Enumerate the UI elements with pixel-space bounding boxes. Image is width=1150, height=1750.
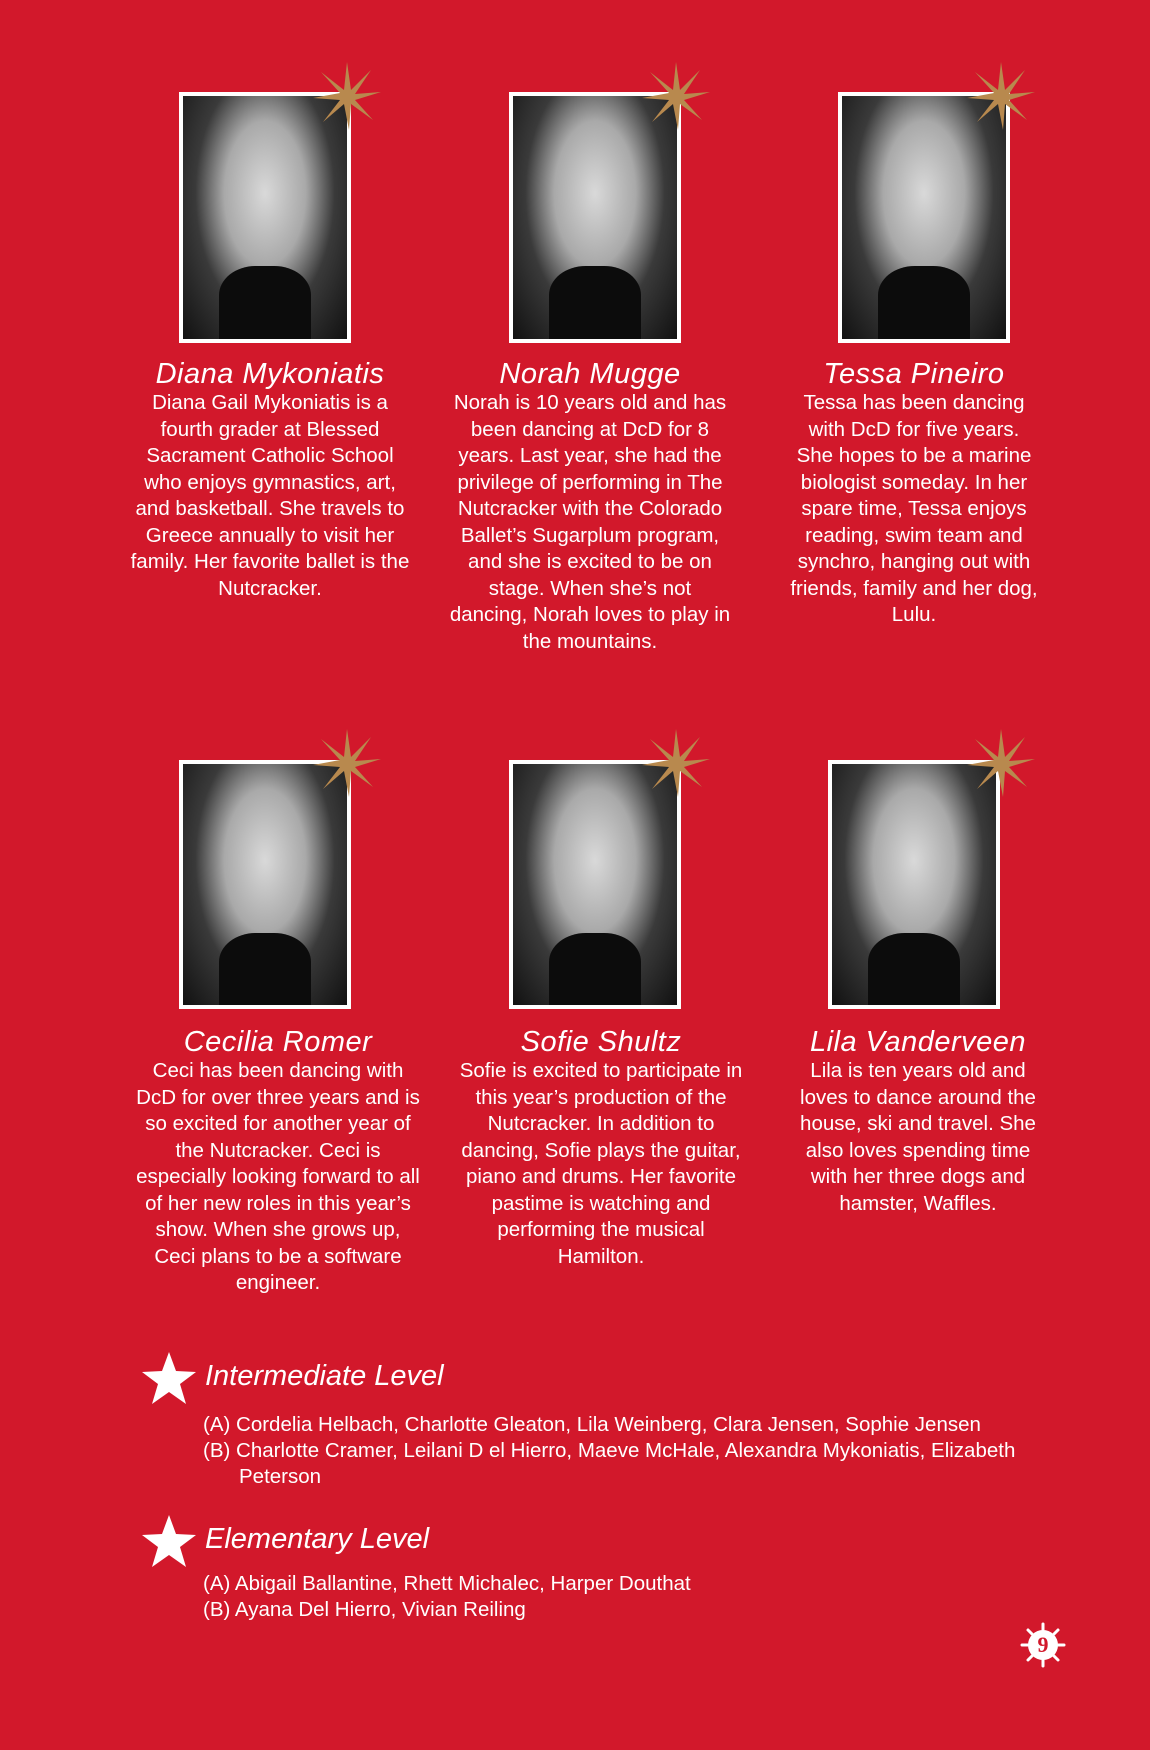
dancer-name: Cecilia Romer: [183, 1026, 373, 1058]
gold-star-icon: [965, 727, 1037, 799]
dancer-bio: Diana Gail Mykoniatis is a fourth grader at Blessed Sacrament Catholic School who enjoys gymnastics, art, and basketball. She travels to Greece annually to visit her family. Her favorite ballet is the Nutcracker.: [130, 391, 410, 600]
elementary-level-title: Elementary Level: [205, 1523, 430, 1555]
gold-star-icon: [965, 60, 1037, 132]
gold-star-icon: [311, 727, 383, 799]
gold-star-icon: [311, 60, 383, 132]
white-star-icon: [140, 1350, 198, 1408]
dancer-name: Diana Mykoniatis: [155, 358, 385, 390]
intermediate-group-a: (A) Cordelia Helbach, Charlotte Gleaton, Lila Weinberg, Clara Jensen, Sophie Jensen: [203, 1413, 981, 1436]
dancer-name: Lila Vanderveen: [809, 1026, 1027, 1058]
elementary-group-b: (B) Ayana Del Hierro, Vivian Reiling: [203, 1598, 526, 1621]
page-number-badge: [1020, 1622, 1066, 1668]
page-number: 9: [1037, 1632, 1049, 1657]
dancer-name: Sofie Shultz: [520, 1026, 682, 1058]
dancer-bio: Tessa has been dancing with DcD for five years. She hopes to be a marine biologist someday. In her spare time, Tessa enjoys reading, swim team and synchro, hanging out with friends, family and her dog, Lulu.: [790, 391, 1038, 626]
white-star-icon: [140, 1513, 198, 1571]
elementary-group-a: (A) Abigail Ballantine, Rhett Michalec, Harper Douthat: [203, 1572, 691, 1595]
dancer-name: Norah Mugge: [499, 358, 681, 390]
intermediate-group-b: (B) Charlotte Cramer, Leilani D el Hierro, Maeve McHale, Alexandra Mykoniatis, Elizabeth Peterson: [203, 1439, 1016, 1488]
dancer-bio: Norah is 10 years old and has been dancing at DcD for 8 years. Last year, she had the privilege of performing in The Nutcracker with the Colorado Ballet’s Sugarplum program, and she is excited to be on stage. When she’s not dancing, Norah loves to play in the mountains.: [449, 391, 731, 653]
dancer-bio: Sofie is excited to participate in this year’s production of the Nutcracker. In addition to dancing, Sofie plays the guitar, piano and drums. Her favorite pastime is watching and performing the musical Hamilton.: [459, 1059, 743, 1268]
dancer-name: Tessa Pineiro: [823, 358, 1005, 390]
gold-star-icon: [640, 727, 712, 799]
dancer-bio: Lila is ten years old and loves to dance around the house, ski and travel. She also loves spending time with her three dogs and hamster, Waffles.: [800, 1059, 1036, 1215]
gold-star-icon: [640, 60, 712, 132]
dancer-bio: Ceci has been dancing with DcD for over three years and is so excited for another year of the Nutcracker. Ceci is especially looking forward to all of her new roles in this year’s show. When she grows up, Ceci plans to be a software engineer.: [136, 1059, 420, 1294]
intermediate-level-title: Intermediate Level: [205, 1360, 444, 1392]
